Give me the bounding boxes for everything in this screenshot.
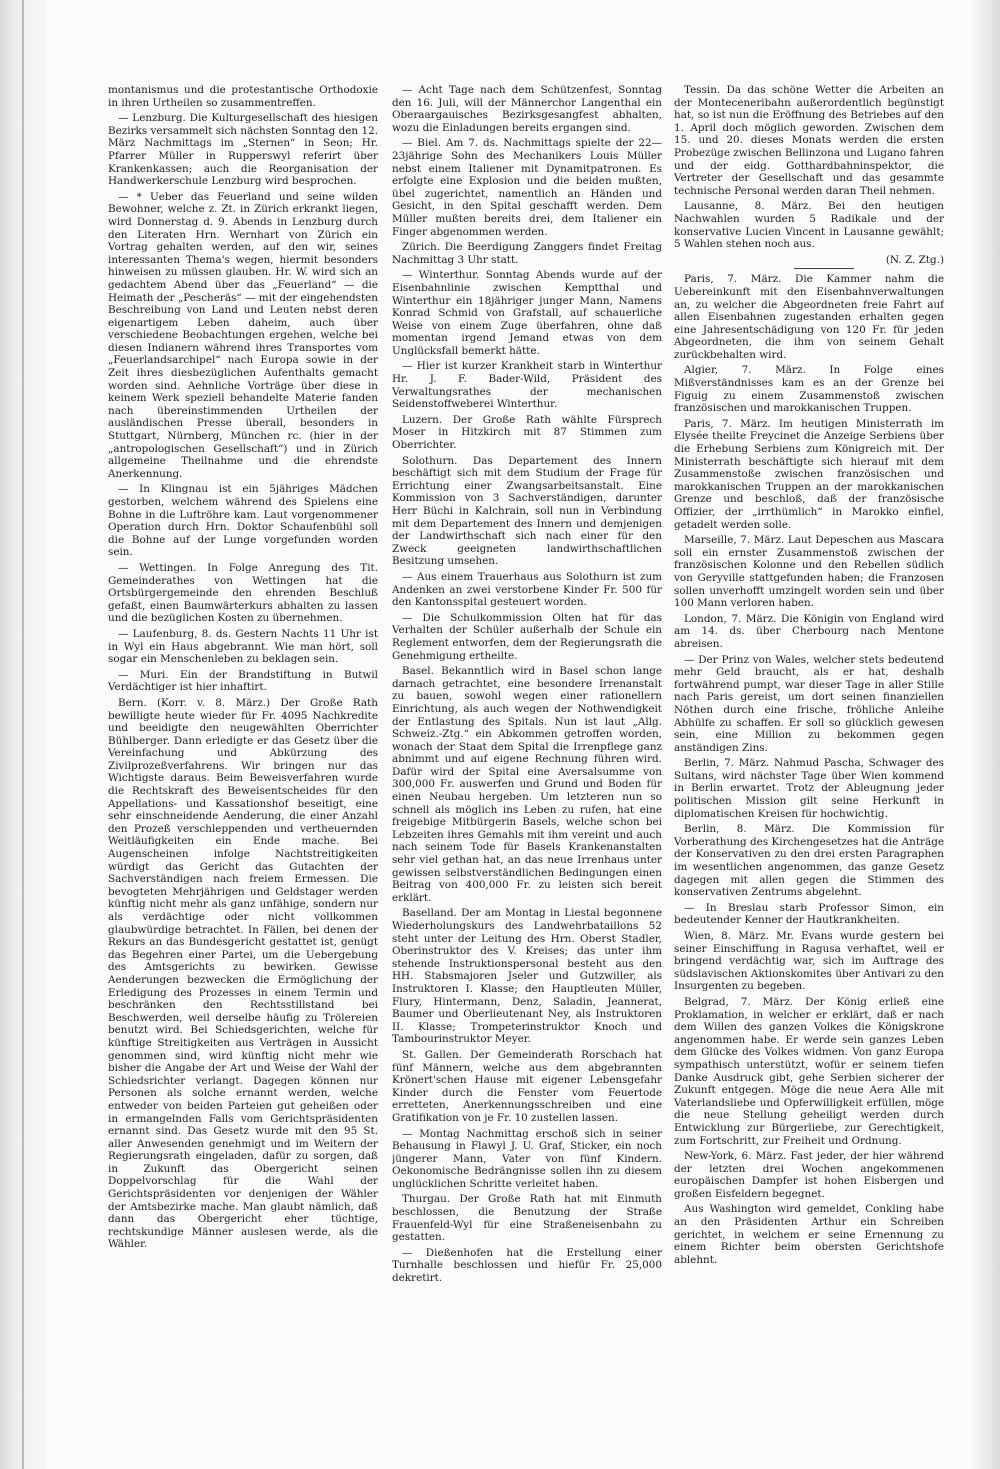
article-paragraph: New-York, 6. März. Fast jeder, der hier während der letzten drei Wochen angekommenen europäischen Dampfer ist hohen Eisbergen und großen Eisfeldern begegnet. — [674, 1150, 944, 1200]
article-paragraph: Thurgau. Der Große Rath hat mit Einmuth beschlossen, die Benutzung der Straße Frauenfeld-Wyl für eine Straßeneisenbahn zu gestatten. — [392, 1193, 662, 1244]
article-paragraph: — Die Schulkommission Olten hat für das Verhalten der Schüler außerhalb der Schule ein Reglement entworfen, dem der Regierungsrath die Genehmigung ertheilte. — [392, 611, 662, 662]
newspaper-page — [108, 84, 944, 1384]
article-paragraph: — In Breslau starb Professor Simon, ein bedeutender Kenner der Hautkrankheiten. — [674, 901, 944, 927]
column-3 — [674, 84, 944, 1384]
article-paragraph: Belgrad, 7. März. Der König erließ eine Proklamation, in welcher er erklärt, daß er nach dem Willen des ganzen Volkes die Königskrone angenommen habe. Er werde sein ganzes Leben dem Glücke des Volkes widmen. Von ganz Europa sympathisch unterstützt, wofür er seinem tiefen Danke Ausdruck gibt, gehe Serbien sicherer der Zukunft entgegen. Möge die neue Aera Alle mit Vaterlandsliebe und Opferwilligkeit erfüllen, möge die neue Stellung geheiligt werden durch Entwicklung zur Bürgerliebe, zur Gerechtigkeit, zum Fortschritt, zur Freiheit und Ordnung. — [674, 995, 944, 1147]
article-paragraph: Tessin. Da das schöne Wetter die Arbeiten an der Monteceneribahn außerordentlich begünstigt hat, so ist nun die Eröffnung des Betriebes auf den 1. April doch möglich geworden. Zwischen dem 15. und 20. dieses Monats werden die ersten Probezüge zwischen Bellinzona und Lugano fahren und der eidg. Gotthardbahninspektor, die Vertreter der Gesellschaft und das gesammte technische Personal werden daran Theil nehmen. — [674, 84, 944, 197]
article-paragraph: Paris, 7. März. Im heutigen Ministerrath im Elysée theilte Freycinet die Anzeige Serbiens über die Erhebung Serbiens zum Königreich mit. Der Ministerrath beschäftigte sich hierauf mit dem Zusammenstoße zwischen französischen und marokkanischen Truppen an der marokkanischen Grenze und beschloß, daß der französische Offizier, der „irrthümlich“ in Marokko einfiel, getadelt werden solle. — [674, 417, 944, 531]
column-2 — [392, 84, 662, 1384]
article-paragraph: Zürich. Die Beerdigung Zanggers findet Freitag Nachmittag 3 Uhr statt. — [392, 241, 662, 266]
article-paragraph: Berlin, 8. März. Die Kommission für Vorberathung des Kirchengesetzes hat die Anträge der Konservativen zu den drei ersten Paragraphen im wesentlichen angenommen, das ganze Gesetz dagegen mit allen gegen die Stimmen des konservativen Zentrums abgelehnt. — [674, 823, 944, 899]
section-divider — [794, 268, 854, 269]
article-paragraph: — Biel. Am 7. ds. Nachmittags spielte der 22—23jährige Sohn des Mechanikers Louis Müller nebst einem Italiener mit Dynamitpatronen. Es erfolgte eine Explosion und die beiden mußten, übel zugerichtet, namentlich an Händen und Gesicht, in den Spital geschafft werden. Dem Müller mußten bereits drei, dem Italiener ein Finger abgenommen werden. — [392, 137, 662, 238]
article-paragraph: Baselland. Der am Montag in Liestal begonnene Wiederholungskurs des Landwehrbataillons 52 steht unter der Leitung des Hrn. Oberst Stadler, Oberinstruktor des V. Kreises; das unter ihm stehende Instruktionspersonal besteht aus den HH. Stabsmajoren Jseler und Gutzwiller, als Instruktoren I. Klasse; den Hauptleuten Müller, Flury, Hintermann, Denz, Saladin, Jeannerat, Baumer und Oberlieutenant Ney, als Instruktoren II. Klasse; Trompeterinstruktor Knoch und Tambourinstruktor Meyer. — [392, 907, 662, 1046]
article-paragraph: — Aus einem Trauerhaus aus Solothurn ist zum Andenken an zwei verstorbene Kinder Fr. 500 für den Kantonsspital gesteuert worden. — [392, 570, 662, 609]
column-1 — [108, 84, 378, 1384]
article-paragraph: Aus Washington wird gemeldet, Conkling habe an den Präsidenten Arthur ein Schreiben gerichtet, in welchem er seine Ernennung zu einem Richter beim obersten Gerichtshofe ablehnt. — [674, 1203, 944, 1266]
source-citation: (N. Z. Ztg.) — [885, 253, 944, 266]
article-paragraph: Marseille, 7. März. Laut Depeschen aus Mascara soll ein ernster Zusammenstoß zwischen der französischen Kolonne und den Rebellen südlich von Geryville stattgefunden haben; die Franzosen sollen unverhofft umzingelt worden sein und über 100 Mann verloren haben. — [674, 534, 944, 610]
binding-line — [22, 0, 24, 1469]
article-paragraph: — * Ueber das Feuerland und seine wilden Bewohner, welche z. Zt. in Zürich erkrankt liegen, wird Donnerstag d. 9. Abends in Lenzburg durch den Literaten Hrn. Wernhart von Zürich ein Vortrag gehalten werden, auf den wir, seines interessanten Thema's wegen, hiermit besonders hinweisen zu müssen glauben. Hr. W. wird sich an gedachtem Abend über das „Feuerland“ — die Heimath der „Pescheräs“ — mit der eingehendsten Beschreibung von Land und Leuten nebst deren eigenartigem Leben daheim, auch über verschiedene Beobachtungen ergehen, welche bei diesen Indianern während ihres Transportes vom „Feuerlandsarchipel“ nach Europa sowie in der Zeit ihres diesbezüglichen Aufenthalts gemacht worden sind. Aehnliche Vorträge über diese in keinem Werk speziell behandelte Materie fanden nach übereinstimmenden Urtheilen der ausländischen Presse überall, besonders in Stuttgart, Nürnberg, München rc. (hier in der „antropologischen Gesellschaft“) und in Zürich allgemeine Theilnahme und die ehrendste Anerkennung. — [108, 190, 378, 480]
article-paragraph: — In Klingnau ist ein 5jähriges Mädchen gestorben, welchem während des Spielens eine Bohne in die Luftröhre kam. Laut vorgenommener Operation durch Hrn. Doktor Schaufenbühl soll die Bohne auf der Lunge vorgefunden worden sein. — [108, 483, 378, 559]
article-paragraph: — Wettingen. In Folge Anregung des Tit. Gemeinderathes von Wettingen hat die Ortsbürgergemeinde den ehrenden Beschluß gefaßt, einen Baumwärterkurs abhalten zu lassen und die bezüglichen Kosten zu übernehmen. — [108, 561, 378, 625]
article-paragraph: — Montag Nachmittag erschoß sich in seiner Behausung in Flawyl J. U. Graf, Sticker, ein noch jüngerer Mann, Vater von fünf Kindern. Oekonomische Bedrängnisse sollen ihn zu diesem unglücklichen Schritte verleitet haben. — [392, 1127, 662, 1190]
article-paragraph: — Hier ist kurzer Krankheit starb in Winterthur Hr. J. F. Bader-Wild, Präsident des Verwaltungsrathes der mechanischen Seidenstoffweberei Winterthur. — [392, 360, 662, 411]
article-paragraph: — Lenzburg. Die Kulturgesellschaft des hiesigen Bezirks versammelt sich nächsten Sonntag den 12. März Nachmittags im „Sternen“ in Seon; Hr. Pfarrer Müller in Rupperswyl referirt über Krankenkassen; auch die Reorganisation der Handwerkerschule Lenzburg wird besprochen. — [108, 112, 378, 188]
article-paragraph: — Muri. Ein der Brandstiftung in Butwil Verdächtiger ist hier inhaftirt. — [108, 668, 378, 694]
article-paragraph: Berlin, 7. März. Nahmud Pascha, Schwager des Sultans, wird nächster Tage über Wien kommend in Berlin erwartet. Trotz der Ableugnung jeder politischen Mission gilt seine Herkunft in diplomatischen Kreisen für hochwichtig. — [674, 757, 944, 820]
article-paragraph: — Laufenburg, 8. ds. Gestern Nachts 11 Uhr ist in Wyl ein Haus abgebrannt. Wie man hört, soll sogar ein Menschenleben zu beklagen sein. — [108, 627, 378, 666]
article-paragraph: Paris, 7. März. Die Kammer nahm die Uebereinkunft mit den Eisenbahnverwaltungen an, zu welcher die Abgeordneten freie Fahrt auf allen Eisenbahnen zugestanden erhalten gegen eine Jahresentschädigung von 120 Fr. für jeden Abgeordneten, die ihm von seinem Gehalt zurückbehalten wird. — [674, 273, 944, 361]
article-paragraph: Solothurn. Das Departement des Innern beschäftigt sich mit dem Studium der Frage für Errichtung einer Zwangsarbeitsanstalt. Eine Kommission von 3 Sachverständigen, darunter Herr Büchi in Kalchrain, soll nun in Verbindung mit dem Departement des Innern und demjenigen der Landwirthschaft sich nach einer für den Zweck geeigneten landwirthschaftlichen Besitzung umsehen. — [392, 454, 662, 568]
article-paragraph: — Der Prinz von Wales, welcher stets bedeutend mehr Geld braucht, als er hat, deshalb fortwährend pumpt, war dieser Tage in aller Stille nach Paris gereist, um dort seinen finanziellen Nöthen durch eine frische, fröhliche Anleihe Abhülfe zu schaffen. Er soll so glücklich gewesen sein, eine Million zu bekommen gegen anständigen Zins. — [674, 653, 944, 754]
article-paragraph: Algier, 7. März. In Folge eines Mißverständnisses kam es an der Grenze bei Figuig zu einem Zusammenstoß zwischen französischen und marokkanischen Truppen. — [674, 364, 944, 415]
article-paragraph: — Dießenhofen hat die Erstellung einer Turnhalle beschlossen und hiefür Fr. 25,000 dekretirt. — [392, 1246, 662, 1285]
right-edge — [972, 0, 1000, 1469]
article-paragraph: — Acht Tage nach dem Schützenfest, Sonntag den 16. Juli, will der Männerchor Langenthal ein Oberaargauisches Bezirksgesangfest abhalten, wozu die Einladungen bereits ergangen sind. — [392, 84, 662, 134]
article-paragraph: — Winterthur. Sonntag Abends wurde auf der Eisenbahnlinie zwischen Kemptthal und Winterthur ein 18jähriger junger Mann, Namens Konrad Schmid von Grafstall, auf schauerliche Weise von einem Zuge überfahren, ohne daß momentan irgend Jemand etwas von dem Unglücksfall bemerkt hätte. — [392, 269, 662, 357]
article-paragraph: Wien, 8. März. Mr. Evans wurde gestern bei seiner Einschiffung in Ragusa verhaftet, weil er bringend verdächtig war, sich im Auftrage des südslavischen Aktionskomites über Antivari zu den Insurgenten zu begeben. — [674, 930, 944, 993]
article-paragraph: montanismus und die protestantische Orthodoxie in ihren Urtheilen so zusammentreffen. — [108, 84, 378, 109]
article-paragraph: Bern. (Korr. v. 8. März.) Der Große Rath bewilligte heute wieder für Fr. 4095 Nachkredite und beeidigte den neugewählten Oberrichter Bühlberger. Dann erledigte er das Gesetz über die Vereinfachung und Abkürzung des Zivilprozeßverfahrens. Wir bringen nur das Wichtigste daraus. Beim Beweisverfahren wurde die Rechtskraft des Beweisentscheides für den Appellations- und Kassationshof beseitigt, eine sehr einschneidende Aenderung, die einer Anzahl den Prozeß verschleppenden und vertheuernden Weitläufigkeiten ein Ende mache. Bei Augenscheinen infolge Nachtstreitigkeiten würdigt das Gericht das Gutachten der Sachverständigen nach freiem Ermessen. Die bevogteten Mehrjährigen und Geldstager werden künftig nicht mehr als ganz unfähige, sondern nur als verdächtige oder nicht vollkommen glaubwürdige betrachtet. In Fällen, bei denen der Rekurs an das Bundesgericht gestattet ist, genügt das Begehren einer Partei, um die Uebergebung des Amtsgerichts zu bewirken. Gewisse Aenderungen bezwecken die Ermöglichung der Erledigung des Prozesses in einem Termin und beschränken den Rechtsstillstand bei Beschwerden, weil derselbe häufig zu Trölereien benutzt wird. Bei Schiedsgerichten, welche für künftige Streitigkeiten aus Verträgen in Aussicht genommen sind, wird künftig nicht mehr wie bisher die Angabe der Art und Weise der Wahl der Schiedsrichter verlangt. Dagegen können nur Personen als solche ernannt werden, welche entweder von beiden Parteien gut geheißen oder in ermangelnden Falls vom Gerichtspräsidenten ernannt sind. Das Gesetz wurde mit den 95 St. aller Anwesenden genehmigt und im Weitern der Regierungsrath eingeladen, dafür zu sorgen, daß in Zukunft das Obergericht seinen Doppelvorschlag für die Wahl der Gerichtspräsidenten vor denjenigen der Wähler der Amtsbezirke mache. Man glaubt nämlich, daß dann das Obergericht eher tüchtige, rechtskundige Männer auslesen werde, als die Wähler. — [108, 696, 378, 1251]
article-paragraph: London, 7. März. Die Königin von England wird am 14. ds. über Cherbourg nach Mentone abreisen. — [674, 612, 944, 650]
article-paragraph: Luzern. Der Große Rath wählte Fürsprech Moser in Hitzkirch mit 87 Stimmen zum Oberrichter. — [392, 413, 662, 452]
article-paragraph: Lausanne, 8. März. Bei den heutigen Nachwahlen wurden 5 Radikale und der konservative Lucien Vincent in Lausanne gewählt; 5 Wahlen stehen noch aus. — [674, 200, 944, 251]
article-paragraph: Basel. Bekanntlich wird in Basel schon lange darnach getrachtet, eine besondere Irrenanstalt zu bauen, sowohl wegen einer rationellern Einrichtung, als auch wegen der Nothwendigkeit der Entlastung des Spitals. Nun ist laut „Allg. Schweiz.-Ztg.“ ein Abkommen getroffen worden, wonach der Staat dem Spital die Irrenpflege ganz abnimmt und auf eigene Rechnung führen wird. Dafür wird der Spital eine Aversalsumme von 300,000 Fr. auswerfen und Grund und Boden für einen Neubau hergeben. Um letzteren nun so schnell als möglich ins Leben zu rufen, hat eine freigebige Mitbürgerin Basels, welche schon bei Lebzeiten ihres Gemahls mit ihm vereint und auch nach seinem Tode für Basels Krankenanstalten sehr viel gethan hat, an das neue Irrenhaus unter gewissen selbstverständlichen Bedingungen einen Beitrag von 400,000 Fr. zu leisten sich bereit erklärt. — [392, 665, 662, 904]
article-paragraph: St. Gallen. Der Gemeinderath Rorschach hat fünf Männern, welche aus dem abgebrannten Krönert'schen Hause mit eigener Lebensgefahr Kinder durch die Fenster vom Feuertode erretteten, Anerkennungsschreiben und eine Gratifikation von je Fr. 10 zustellen lassen. — [392, 1048, 662, 1124]
